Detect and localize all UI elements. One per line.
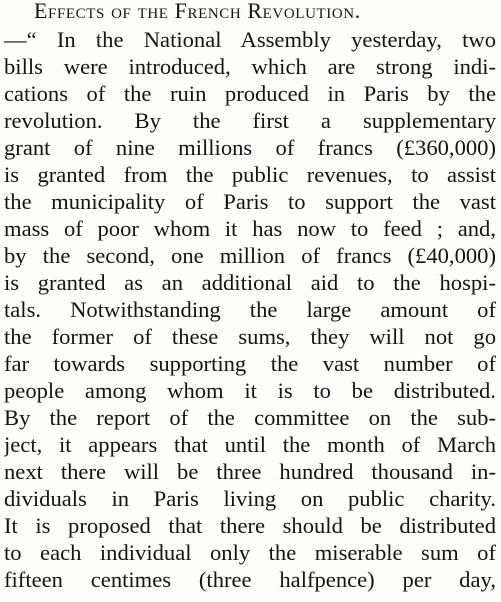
text-line: the former of these sums, they will not go bbox=[4, 324, 496, 349]
text-line: It is proposed that there should be distributed bbox=[4, 513, 496, 538]
text-line: is granted as an additional aid to the hospi- bbox=[4, 270, 496, 295]
text-line: By the report of the committee on the sub- bbox=[4, 405, 496, 430]
text-line: —“ In the National Assembly yesterday, two bbox=[4, 27, 496, 52]
text-line: grant of nine millions of francs (£360,000) bbox=[4, 135, 496, 160]
text-line: the municipality of Paris to support the vast bbox=[4, 189, 496, 214]
text-line: mass of poor whom it has now to feed ; and, bbox=[4, 216, 496, 241]
text-line: bills were introduced, which are strong indi- bbox=[4, 54, 496, 79]
text-line: ject, it appears that until the month of March bbox=[4, 432, 496, 457]
text-line: far towards supporting the vast number of bbox=[4, 351, 496, 376]
text-line: fifteen centimes (three halfpence) per day, bbox=[4, 567, 496, 592]
text-line: tals. Notwithstanding the large amount of bbox=[4, 297, 496, 322]
text-line: next there will be three hundred thousand in- bbox=[4, 459, 496, 484]
text-line: revolution. By the first a supplementary bbox=[4, 108, 496, 133]
article-title: Effects of the French Revolution. bbox=[34, 0, 361, 22]
text-line: cations of the ruin produced in Paris by the bbox=[4, 81, 496, 106]
text-line: people among whom it is to be distributed. bbox=[4, 378, 496, 403]
text-line: dividuals in Paris living on public charity. bbox=[4, 486, 496, 511]
text-line: by the second, one million of francs (£40,000) bbox=[4, 243, 496, 268]
text-line: is granted from the public revenues, to assist bbox=[4, 162, 496, 187]
text-line: to each individual only the miserable sum of bbox=[4, 540, 496, 565]
